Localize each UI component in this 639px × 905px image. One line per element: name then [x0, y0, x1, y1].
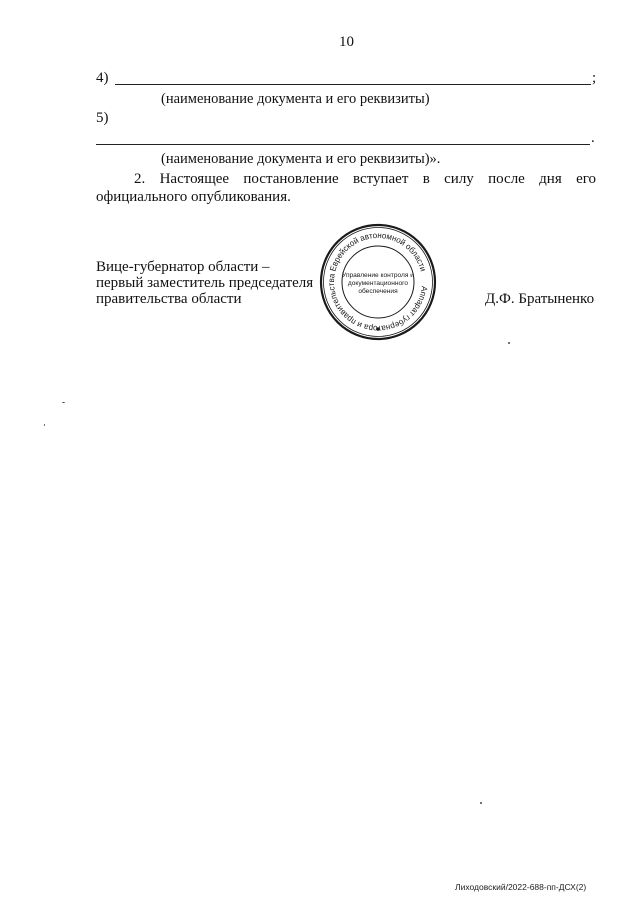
- stamp-ring-text: Аппарат губернатора и правительства Еврейской автономной области: [325, 229, 430, 335]
- item-4-caption: (наименование документа и его реквизиты): [161, 91, 430, 107]
- clause-2-word: после: [488, 171, 525, 187]
- item-5-fill-line: [96, 144, 590, 145]
- scan-speck: [62, 402, 65, 403]
- item-5-caption: (наименование документа и его реквизиты)».: [161, 151, 441, 167]
- clause-2-word: 2.: [134, 171, 146, 187]
- item-4-fill-line: [115, 84, 591, 85]
- official-stamp: [318, 222, 438, 342]
- document-registration-code: Лиходовский/2022-688-пп-ДСХ(2): [455, 882, 587, 892]
- stamp-star-dot: [376, 327, 380, 331]
- clause-2-line-1: [134, 170, 596, 188]
- item-4-end-mark: ;: [592, 70, 597, 86]
- signatory-name: Д.Ф. Братыненко: [485, 291, 595, 307]
- stamp-center-line-1: Управление контроля и: [342, 272, 414, 279]
- clause-2-line-2: официального опубликования.: [96, 189, 291, 205]
- clause-2-word: постановление: [243, 171, 339, 187]
- item-5-number: 5): [96, 110, 109, 126]
- clause-2-word: в: [422, 171, 430, 187]
- stamp-center-line-2: документационного: [347, 280, 409, 287]
- stamp-center-line-3: обеспечения: [358, 288, 398, 295]
- clause-2-word: его: [576, 171, 596, 187]
- scan-speck: [44, 424, 45, 426]
- signatory-position-line-1: Вице-губернатор области –: [96, 259, 270, 275]
- stamp-graphic: [318, 222, 438, 342]
- item-5-end-mark: .: [591, 130, 595, 146]
- clause-2-word: Настоящее: [159, 171, 230, 187]
- scan-speck: [480, 802, 482, 804]
- signatory-position-line-3: правительства области: [96, 291, 242, 307]
- clause-2-word: силу: [444, 171, 474, 187]
- clause-2-word: дня: [539, 171, 562, 187]
- scan-speck: [508, 342, 510, 344]
- item-4-number: 4): [96, 70, 109, 86]
- signatory-position-line-2: первый заместитель председателя: [96, 275, 314, 291]
- clause-2-word: вступает: [352, 171, 409, 187]
- page-number: 10: [339, 34, 354, 50]
